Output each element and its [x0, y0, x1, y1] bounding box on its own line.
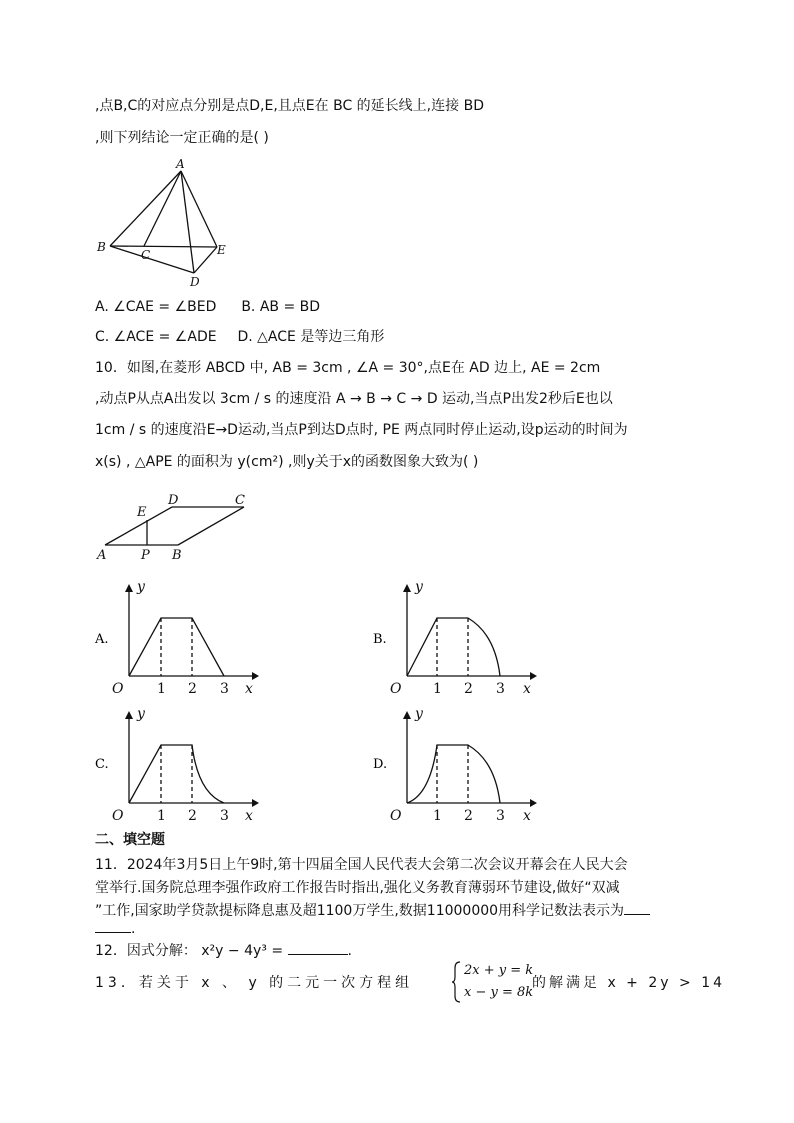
- q11-answer-blank-cont[interactable]: [95, 918, 131, 933]
- q12-line: [95, 940, 352, 961]
- q10-line3: 1cm / s 的速度沿E→D运动,当点P到达D点时, PE 两点同时停止运动,设p运动的时间为: [95, 422, 628, 438]
- q9-option-a: A. ∠CAE = ∠BED: [95, 299, 217, 315]
- graph-a-origin: O: [112, 681, 124, 697]
- q10-label-e: E: [137, 505, 147, 520]
- graph-b-tick-1: 1: [433, 681, 442, 697]
- q11-line3-text: ”工作,国家助学贷款提标降息惠及超1100万学生,数据11000000用科学记数法表示为: [95, 903, 625, 919]
- q11-line4-text: .: [131, 921, 136, 937]
- q10-graph-d: [370, 705, 540, 825]
- q13-prefix: 13．若关于 x 、 y 的二元一次方程组: [95, 975, 414, 991]
- graph-d-origin: O: [390, 808, 402, 824]
- graph-a-tick-2: 2: [188, 681, 197, 697]
- q10-label-b: B: [172, 548, 182, 563]
- graph-d-option-label: D.: [373, 757, 388, 772]
- q9-label-b: B: [97, 240, 106, 254]
- graph-b-y-label: y: [415, 579, 423, 595]
- q10-label-d: D: [168, 493, 179, 508]
- q9-label-c: C: [141, 248, 151, 262]
- graph-a-tick-3: 3: [220, 681, 229, 697]
- graph-b-origin: O: [390, 681, 402, 697]
- q10-label-c: C: [235, 493, 245, 508]
- graph-a-option-label: A.: [95, 632, 109, 647]
- graph-b-tick-2: 2: [464, 681, 473, 697]
- q11-line1: 11．2024年3月5日上午9时,第十四届全国人民代表大会第二次会议开幕会在人民大会: [95, 857, 628, 873]
- q9-triangle-figure: [90, 155, 250, 290]
- graph-b-option-label: B.: [373, 632, 387, 647]
- q10-line4: x(s) , △APE 的面积为 y(cm²) ,则y关于x的函数图象大致为( ): [95, 454, 479, 470]
- q9-option-d: D. △ACE 是等边三角形: [237, 329, 385, 345]
- q11-line2: 堂举行.国务院总理李强作政府工作报告时指出,强化义务教育薄弱环节建设,做好“双减: [95, 880, 620, 896]
- q9-option-c: C. ∠ACE = ∠ADE: [95, 329, 217, 345]
- q9-options-row2: [95, 327, 384, 347]
- graph-a-y-label: y: [137, 579, 145, 595]
- graph-d-tick-3: 3: [496, 808, 505, 824]
- graph-c-x-label: x: [245, 808, 253, 824]
- q9-options-row1: [95, 297, 320, 317]
- graph-c-origin: O: [112, 808, 124, 824]
- graph-c-tick-3: 3: [220, 808, 229, 824]
- q10-graph-c: [92, 705, 262, 825]
- q9-option-b: B. AB = BD: [241, 299, 321, 315]
- graph-a-tick-1: 1: [157, 681, 166, 697]
- q10-line1: 10．如图,在菱形 ABCD 中, AB = 3cm , ∠A = 30°,点E在 AD 边上, AE = 2cm: [95, 360, 601, 376]
- section-title: 二、填空题: [95, 832, 165, 848]
- q9-label-d: D: [190, 275, 200, 289]
- q10-line2: ,动点P从点A出发以 3cm / s 的速度沿 A → B → C → D 运动,当点P出发2秒后E也以: [95, 391, 613, 407]
- q9-line1: ,点B,C的对应点分别是点D,E,且点E在 BC 的延长线上,连接 BD: [95, 98, 484, 114]
- graph-d-x-label: x: [523, 808, 531, 824]
- graph-c-y-label: y: [137, 706, 145, 722]
- q10-graph-b: [370, 578, 540, 698]
- q11-line3: [95, 900, 650, 921]
- q10-label-p: P: [141, 548, 150, 563]
- q10-label-a: A: [97, 548, 107, 563]
- graph-a-x-label: x: [245, 681, 253, 697]
- q12-answer-blank[interactable]: [288, 940, 348, 955]
- q9-label-e: E: [217, 243, 226, 257]
- q13-suffix: 的解满足 x + 2y > 14: [532, 975, 726, 991]
- q10-graph-a: [92, 578, 262, 698]
- graph-c-option-label: C.: [95, 757, 109, 772]
- q11-answer-blank[interactable]: [624, 900, 650, 915]
- q11-line4: [95, 918, 135, 939]
- q9-line2: ,则下列结论一定正确的是( ): [95, 130, 269, 146]
- q12-end: .: [347, 943, 352, 959]
- graph-b-tick-3: 3: [496, 681, 505, 697]
- q13-brace-icon: [451, 960, 461, 1004]
- q9-label-a: A: [176, 157, 185, 171]
- q13-eq2: x − y = 8k: [464, 985, 534, 1000]
- graph-c-tick-2: 2: [188, 808, 197, 824]
- q10-rhombus-figure: [92, 488, 262, 568]
- graph-d-y-label: y: [415, 706, 423, 722]
- graph-b-x-label: x: [523, 681, 531, 697]
- graph-d-tick-2: 2: [464, 808, 473, 824]
- graph-c-tick-1: 1: [157, 808, 166, 824]
- q13-eq1: 2x + y = k: [464, 963, 534, 978]
- graph-d-tick-1: 1: [433, 808, 442, 824]
- q12-text: 12．因式分解： x²y − 4y³ =: [95, 943, 284, 959]
